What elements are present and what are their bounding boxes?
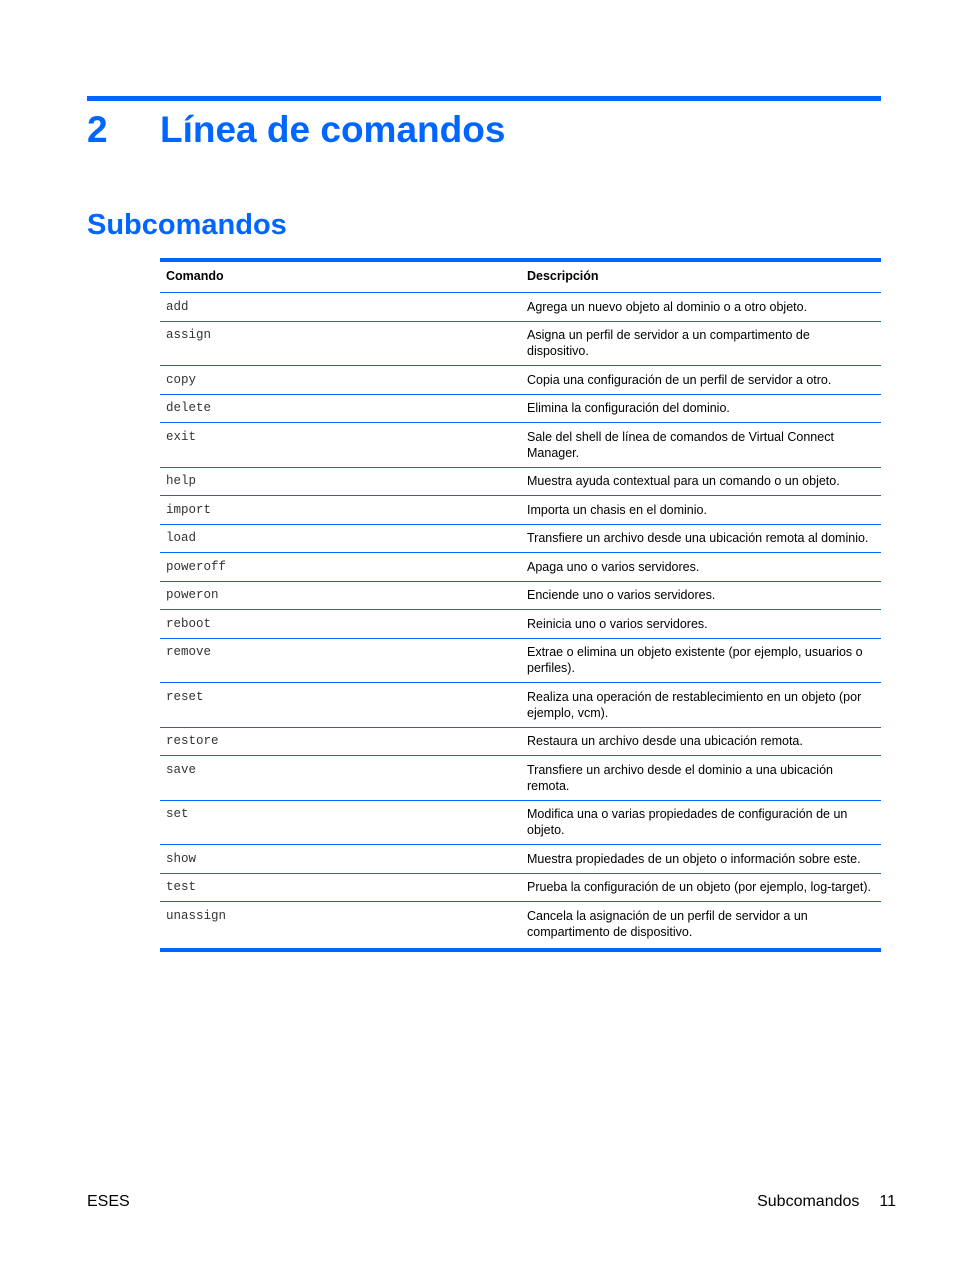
command-cell: reset <box>160 683 521 728</box>
command-cell: set <box>160 800 521 845</box>
command-cell: poweroff <box>160 553 521 582</box>
command-cell: copy <box>160 366 521 395</box>
description-cell: Realiza una operación de restablecimiento en un objeto (por ejemplo, vcm). <box>521 683 881 728</box>
table-row <box>160 873 881 902</box>
table-row <box>160 321 881 366</box>
table-row <box>160 638 881 683</box>
command-cell: unassign <box>166 908 227 923</box>
description-cell: Reinicia uno o varios servidores. <box>521 610 881 639</box>
commands-table <box>160 258 881 952</box>
description-cell: Apaga uno o varios servidores. <box>521 553 881 582</box>
description-cell: Muestra ayuda contextual para un comando o un objeto. <box>521 467 881 496</box>
description-cell: Asigna un perfil de servidor a un compartimento de dispositivo. <box>521 321 881 366</box>
footer-locale: ESES <box>87 1193 130 1210</box>
description-cell: Cancela la asignación de un perfil de servidor a un compartimento de dispositivo. <box>527 908 808 939</box>
chapter-rule <box>87 96 881 101</box>
command-cell: delete <box>160 394 521 423</box>
command-cell: load <box>160 524 521 553</box>
table-row <box>160 293 881 322</box>
command-cell: exit <box>160 423 521 468</box>
section-title: Subcomandos <box>87 209 287 241</box>
description-cell: Sale del shell de línea de comandos de Virtual Connect Manager. <box>521 423 881 468</box>
column-header-description: Descripción <box>521 260 881 293</box>
table-row <box>160 524 881 553</box>
table-row <box>160 394 881 423</box>
table-row <box>160 727 881 756</box>
description-cell: Enciende uno o varios servidores. <box>521 581 881 610</box>
description-cell: Importa un chasis en el dominio. <box>521 496 881 525</box>
table-row <box>160 423 881 468</box>
command-cell: add <box>160 293 521 322</box>
command-cell: reboot <box>160 610 521 639</box>
description-cell: Muestra propiedades de un objeto o información sobre este. <box>521 845 881 874</box>
table-row <box>160 845 881 874</box>
table-row <box>160 800 881 845</box>
table-row <box>160 467 881 496</box>
footer-section: Subcomandos <box>757 1193 860 1210</box>
command-cell: save <box>160 756 521 801</box>
command-cell: restore <box>160 727 521 756</box>
chapter-number: 2 <box>87 109 108 150</box>
table-row <box>160 581 881 610</box>
description-cell: Transfiere un archivo desde una ubicación remota al dominio. <box>521 524 881 553</box>
description-cell: Elimina la configuración del dominio. <box>521 394 881 423</box>
table-row <box>160 902 881 950</box>
command-cell: help <box>160 467 521 496</box>
command-cell: assign <box>160 321 521 366</box>
footer-right <box>757 1192 896 1212</box>
description-cell: Copia una configuración de un perfil de servidor a otro. <box>521 366 881 395</box>
table-row <box>160 366 881 395</box>
command-cell: show <box>160 845 521 874</box>
column-header-command: Comando <box>160 260 521 293</box>
chapter-title: Línea de comandos <box>160 109 506 150</box>
table-row <box>160 610 881 639</box>
command-cell: test <box>160 873 521 902</box>
description-cell: Extrae o elimina un objeto existente (por ejemplo, usuarios o perfiles). <box>521 638 881 683</box>
description-cell: Modifica una o varias propiedades de configuración de un objeto. <box>521 800 881 845</box>
table-header-row <box>160 260 881 293</box>
description-cell: Prueba la configuración de un objeto (por ejemplo, log-target). <box>521 873 881 902</box>
command-cell: poweron <box>160 581 521 610</box>
table-row <box>160 553 881 582</box>
description-cell: Restaura un archivo desde una ubicación remota. <box>521 727 881 756</box>
description-cell: Transfiere un archivo desde el dominio a una ubicación remota. <box>521 756 881 801</box>
command-cell: remove <box>160 638 521 683</box>
command-cell: import <box>160 496 521 525</box>
table-row <box>160 756 881 801</box>
page-number: 11 <box>879 1193 896 1210</box>
table-row <box>160 683 881 728</box>
table-row <box>160 496 881 525</box>
description-cell: Agrega un nuevo objeto al dominio o a otro objeto. <box>521 293 881 322</box>
